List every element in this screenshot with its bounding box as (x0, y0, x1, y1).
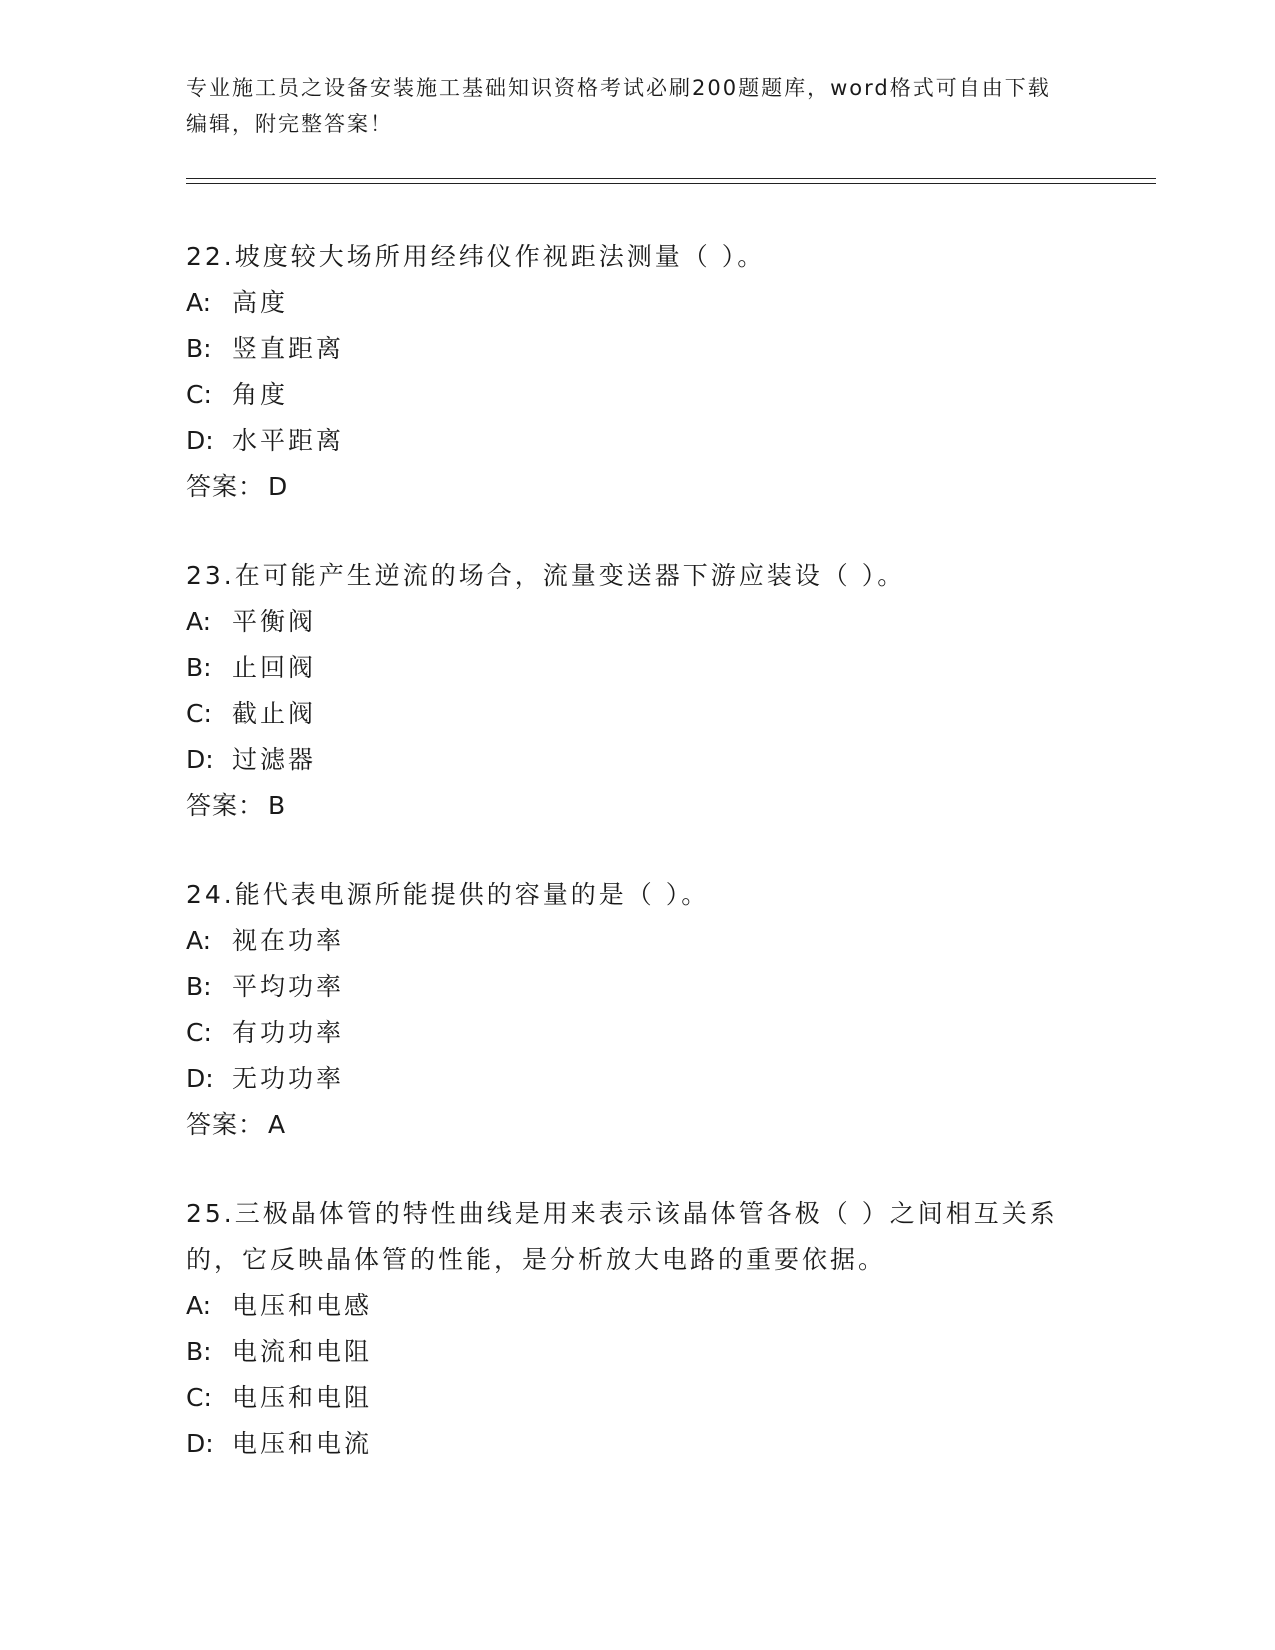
option-key: A: (186, 926, 212, 955)
option-key: C: (186, 380, 212, 409)
answer-label: 答案： (186, 472, 265, 501)
option-text: 平均功率 (232, 972, 345, 1001)
option-b (186, 645, 1066, 691)
question-22 (186, 234, 1066, 510)
option-c (186, 1010, 1066, 1056)
answer-value: A (268, 1110, 287, 1139)
answer-value: D (268, 472, 289, 501)
option-key: A: (186, 1291, 212, 1320)
option-key: D: (186, 745, 214, 774)
option-key: A: (186, 607, 212, 636)
option-b (186, 1329, 1066, 1375)
question-stem: 25.三极晶体管的特性曲线是用来表示该晶体管各极（ ）之间相互关系的，它反映晶体管的性能，是分析放大电路的重要依据。 (186, 1199, 1058, 1274)
option-key: D: (186, 1064, 214, 1093)
option-a (186, 280, 1066, 326)
question-24 (186, 872, 1066, 1148)
answer-line (186, 464, 1066, 510)
question-23 (186, 553, 1066, 829)
question-stem: 24.能代表电源所能提供的容量的是（ ）。 (186, 880, 710, 909)
option-key: B: (186, 1337, 212, 1366)
option-text: 止回阀 (232, 653, 317, 682)
option-text: 水平距离 (232, 426, 345, 455)
option-key: B: (186, 972, 212, 1001)
option-text: 竖直距离 (232, 334, 345, 363)
option-c (186, 1375, 1066, 1421)
option-d (186, 1421, 1066, 1467)
option-text: 截止阀 (232, 699, 317, 728)
option-text: 电压和电感 (232, 1291, 373, 1320)
option-text: 视在功率 (232, 926, 345, 955)
option-b (186, 964, 1066, 1010)
option-key: D: (186, 426, 214, 455)
option-text: 电压和电阻 (232, 1383, 373, 1412)
question-25 (186, 1191, 1066, 1467)
document-header: 专业施工员之设备安装施工基础知识资格考试必刷200题题库，word格式可自由下载编辑，附完整答案！ (186, 76, 1051, 136)
option-text: 角度 (232, 380, 289, 409)
answer-line (186, 1102, 1066, 1148)
option-text: 过滤器 (232, 745, 317, 774)
option-a (186, 1283, 1066, 1329)
option-key: C: (186, 1018, 212, 1047)
answer-value: B (268, 791, 287, 820)
option-d (186, 1056, 1066, 1102)
answer-label: 答案： (186, 791, 265, 820)
option-c (186, 691, 1066, 737)
option-a (186, 918, 1066, 964)
option-text: 高度 (232, 288, 289, 317)
option-key: B: (186, 334, 212, 363)
answer-line (186, 783, 1066, 829)
option-text: 电流和电阻 (232, 1337, 373, 1366)
answer-label: 答案： (186, 1110, 265, 1139)
header-divider-top (186, 178, 1156, 179)
option-d (186, 737, 1066, 783)
option-text: 有功功率 (232, 1018, 345, 1047)
option-d (186, 418, 1066, 464)
question-stem: 22.坡度较大场所用经纬仪作视距法测量（ ）。 (186, 242, 766, 271)
option-key: A: (186, 288, 212, 317)
option-text: 无功功率 (232, 1064, 345, 1093)
option-a (186, 599, 1066, 645)
option-key: B: (186, 653, 212, 682)
option-b (186, 326, 1066, 372)
option-key: D: (186, 1429, 214, 1458)
option-c (186, 372, 1066, 418)
header-divider-bottom (186, 183, 1156, 184)
option-text: 电压和电流 (232, 1429, 373, 1458)
option-key: C: (186, 699, 212, 728)
option-text: 平衡阀 (232, 607, 317, 636)
option-key: C: (186, 1383, 212, 1412)
question-stem: 23.在可能产生逆流的场合，流量变送器下游应装设（ ）。 (186, 561, 906, 590)
